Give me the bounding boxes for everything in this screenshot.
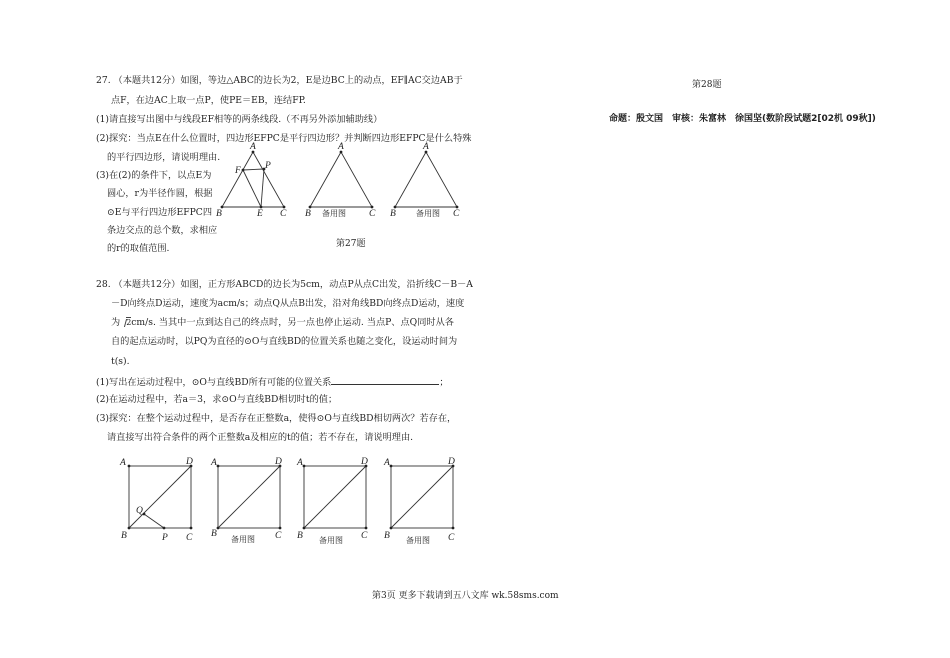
q28-caption: 第28题 bbox=[692, 80, 722, 90]
q28-figures bbox=[115, 452, 470, 547]
q27-spare1-caption: 备用图 bbox=[322, 209, 346, 218]
q27-line-8: ⊙E与平行四边形EFPC四 bbox=[107, 207, 213, 218]
q27-label-E: E bbox=[257, 209, 263, 219]
q28-spare1-label-C: C bbox=[275, 531, 282, 541]
q27-spare2-label-B: B bbox=[390, 209, 396, 219]
q27-line-1: 27. （本题共12分）如图，等边△ABC的边长为2，E是边BC上的动点，EF∥AC交边AB于 bbox=[96, 75, 463, 86]
q28-line-1: 28. （本题共12分）如图，正方形ABCD的边长为5cm，动点P从点C出发，沿折线C－B－A bbox=[96, 279, 473, 290]
q28-line-5: t(s). bbox=[111, 356, 130, 367]
q28-spare1-caption: 备用图 bbox=[231, 535, 255, 544]
q28-spare1-label-D: D bbox=[275, 457, 282, 467]
q28-spare3-label-C: C bbox=[448, 533, 455, 543]
q28-line-4: 自的起点运动时，以PQ为直径的⊙O与直线BD的位置关系也随之变化，设运动时间为 bbox=[111, 336, 458, 347]
q28-spare3-label-D: D bbox=[448, 457, 455, 467]
q27-spare1-label-A: A bbox=[338, 142, 344, 152]
q28-spare-square-3 bbox=[391, 466, 453, 528]
q28-spare-square-1 bbox=[218, 466, 280, 528]
q27-figures bbox=[210, 140, 485, 250]
q28-line-3: 为 2cm/s. 当其中一点到达自己的终点时，另一点也停止运动. 当点P、点Q同时从各 bbox=[111, 317, 454, 328]
q28-spare2-caption: 备用图 bbox=[319, 536, 343, 545]
header-credits: 命题：殷文国 审核：朱富林 徐国坚(数阶段试题2[02机 09秋]) bbox=[609, 114, 876, 124]
q28-spare-square-2 bbox=[304, 466, 366, 528]
q27-line-6: (3)在(2)的条件下，以点E为 bbox=[96, 170, 212, 181]
q28-spare2-label-B: B bbox=[297, 531, 303, 541]
q28-label-C: C bbox=[186, 533, 193, 543]
q28-spare2-label-A: A bbox=[297, 458, 303, 468]
q27-spare1-label-B: B bbox=[305, 209, 311, 219]
q28-label-A: A bbox=[120, 458, 126, 468]
q27-line-10: 的r的取值范围. bbox=[107, 243, 170, 254]
q28-line-7: (2)在运动过程中，若a＝3，求⊙O与直线BD相切时t的值； bbox=[96, 394, 338, 405]
q27-label-P: P bbox=[265, 161, 271, 171]
sqrt-symbol: 2 bbox=[120, 317, 131, 329]
q27-label-A: A bbox=[250, 142, 256, 152]
q27-spare1-label-C: C bbox=[369, 209, 376, 219]
q28-line-9: 请直接写出符合条件的两个正整数a及相应的t的值；若不存在，请说明理由. bbox=[107, 432, 414, 443]
q27-spare2-label-A: A bbox=[423, 142, 429, 152]
q27-line-7: 圆心，r为半径作圆，根据 bbox=[107, 188, 213, 199]
q27-label-F: F bbox=[235, 166, 241, 176]
q28-spare2-label-C: C bbox=[361, 531, 368, 541]
q28-label-B: B bbox=[121, 531, 127, 541]
q28-label-P: P bbox=[162, 533, 168, 543]
q28-spare2-label-D: D bbox=[361, 457, 368, 467]
q28-label-D: D bbox=[186, 457, 193, 467]
q27-line-5: 的平行四边形，请说明理由. bbox=[107, 152, 221, 163]
q27-line-9: 条边交点的总个数，求相应 bbox=[107, 225, 218, 236]
page-footer: 第3页 更多下载请到五八文库 wk.58sms.com bbox=[372, 591, 559, 601]
answer-blank bbox=[331, 375, 439, 385]
q27-spare-triangle-2 bbox=[395, 152, 457, 207]
q28-line-8: (3)探究：在整个运动过程中，是否存在正整数a，使得⊙O与直线BD相切两次？若存在， bbox=[96, 413, 457, 424]
q28-spare3-label-B: B bbox=[384, 531, 390, 541]
q27-spare2-label-C: C bbox=[453, 209, 460, 219]
q27-line-2: 点F，在边AC上取一点P，使PE＝EB，连结FP. bbox=[111, 95, 306, 106]
q27-main-figure bbox=[222, 152, 284, 207]
q27-label-C: C bbox=[280, 209, 287, 219]
q28-label-Q: Q bbox=[136, 506, 143, 516]
q27-caption: 第27题 bbox=[336, 239, 366, 249]
q28-spare3-label-A: A bbox=[384, 458, 390, 468]
q28-line-2: －D向终点D运动，速度为acm/s；动点Q从点B出发，沿对角线BD向终点D运动，速度 bbox=[111, 298, 465, 309]
q27-label-B: B bbox=[216, 209, 222, 219]
q27-spare-triangle-1 bbox=[310, 152, 372, 207]
q28-spare1-label-A: A bbox=[211, 458, 217, 468]
q28-speed-prefix: 为 bbox=[111, 317, 121, 328]
q27-line-3: (1)请直接写出图中与线段EF相等的两条线段.（不再另外添加辅助线） bbox=[96, 114, 383, 125]
q28-main-figure bbox=[129, 466, 191, 528]
q28-line-6: (1)写出在运动过程中，⊙O与直线BD所有可能的位置关系 ； bbox=[96, 377, 449, 388]
q28-spare1-label-B: B bbox=[211, 529, 217, 539]
q27-spare2-caption: 备用图 bbox=[416, 209, 440, 218]
q27-line-4: (2)探究：当点E在什么位置时，四边形EFPC是平行四边形？并判断四边形EFPC是什么特殊 bbox=[96, 133, 472, 144]
q28-spare3-caption: 备用图 bbox=[406, 536, 430, 545]
